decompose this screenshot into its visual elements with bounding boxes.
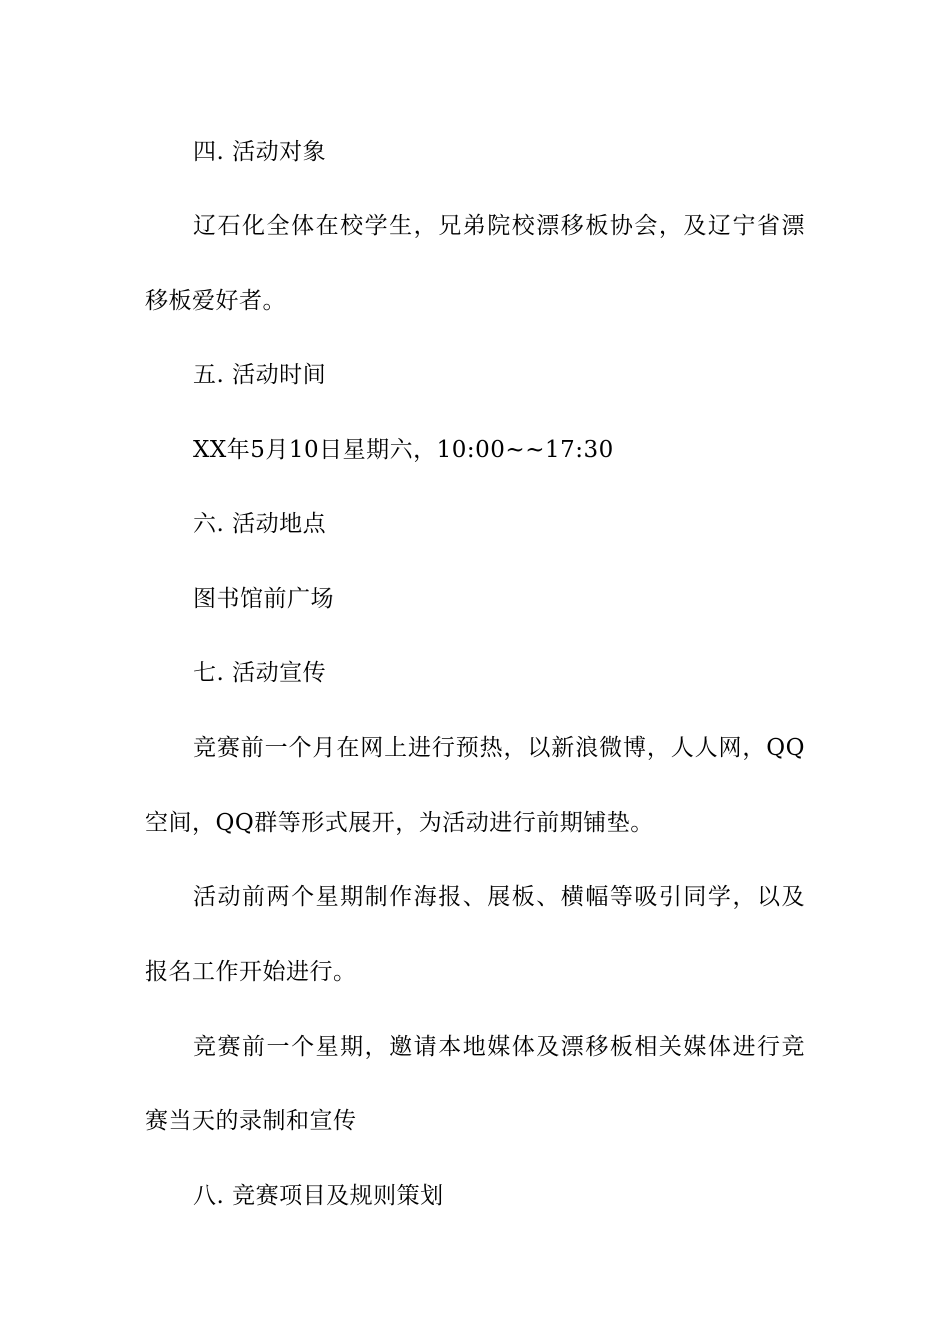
- paragraph-line: 移板爱好者。: [145, 288, 286, 314]
- paragraph-line: 活动前两个星期制作海报、展板、横幅等吸引同学，以及: [193, 884, 805, 910]
- paragraph-line: 空间，QQ群等形式展开，为活动进行前期铺垫。: [145, 810, 654, 836]
- paragraph-line: 竞赛前一个星期，邀请本地媒体及漂移板相关媒体进行竞: [193, 1034, 805, 1060]
- section-heading: 六. 活动地点: [193, 511, 327, 537]
- section-heading: 五. 活动时间: [193, 362, 327, 388]
- paragraph-line: 辽石化全体在校学生，兄弟院校漂移板协会，及辽宁省漂: [193, 213, 805, 239]
- paragraph-line: 报名工作开始进行。: [145, 959, 357, 985]
- section-heading: 八. 竞赛项目及规则策划: [193, 1183, 444, 1209]
- paragraph-line: XX年5月10日星期六，10:00~~17:30: [193, 437, 614, 463]
- paragraph-line: 图书馆前广场: [193, 586, 334, 612]
- section-heading: 七. 活动宣传: [193, 660, 327, 686]
- paragraph-line: 赛当天的录制和宣传: [145, 1108, 357, 1134]
- section-heading: 四. 活动对象: [193, 139, 327, 165]
- paragraph-line: 竞赛前一个月在网上进行预热，以新浪微博，人人网，QQ: [193, 735, 805, 761]
